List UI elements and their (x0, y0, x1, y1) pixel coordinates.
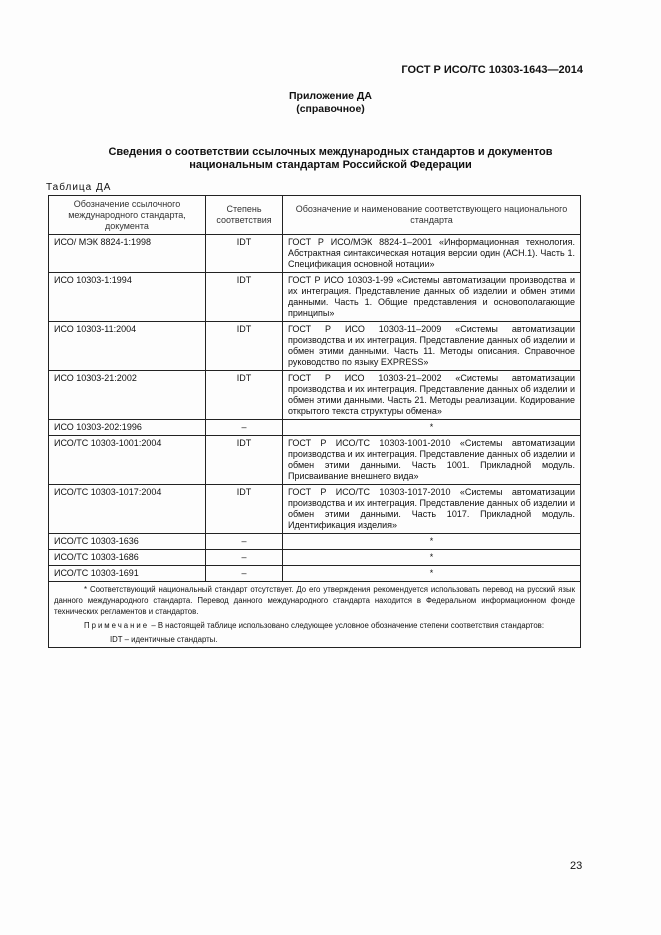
cell-national: ГОСТ Р ИСО 10303-21–2002 «Системы автоматизации производства и их интеграция. Представление данных об изделии и обмен этими данными. Часть 21. Методы реализации. Кодирование открытого текста структуры обмена» (283, 371, 581, 420)
table-row (49, 534, 581, 550)
page-number: 23 (570, 860, 583, 872)
table-row (49, 273, 581, 322)
cell-degree: IDT (206, 436, 283, 485)
annex-title: Приложение ДА (289, 90, 372, 102)
cell-reference: ИСО/ МЭК 8824-1:1998 (49, 235, 206, 273)
table-note (54, 620, 575, 631)
cell-degree: IDT (206, 485, 283, 534)
main-title-line-1: Сведения о соответствии ссылочных международных стандартов и документов (108, 146, 553, 158)
note-label: Примечание (84, 621, 150, 630)
table-row (49, 371, 581, 420)
cell-degree: – (206, 550, 283, 566)
table-label: Таблица ДА (46, 182, 112, 193)
header-degree: Степень соответствия (206, 196, 283, 235)
main-title (40, 146, 621, 172)
notes-row (49, 582, 581, 648)
cell-reference: ИСО/ТС 10303-1686 (49, 550, 206, 566)
table-row (49, 566, 581, 582)
annex-subtitle: (справочное) (296, 103, 365, 115)
cell-national: ГОСТ Р ИСО 10303-11–2009 «Системы автоматизации производства и их интеграция. Представление данных об изделии и обмен этими данными. Часть 11. Методы описания. Справочное руководство по языку EXPRESS» (283, 322, 581, 371)
cell-degree: IDT (206, 322, 283, 371)
table-header-row (49, 196, 581, 235)
cell-national: ГОСТ Р ИСО 10303-1-99 «Системы автоматизации производства и их интеграция. Представление данных об изделии и обмен этими данными. Часть 1. Общие представления и основополагающие принципы» (283, 273, 581, 322)
cell-reference: ИСО/ТС 10303-1001:2004 (49, 436, 206, 485)
table-row (49, 436, 581, 485)
note-text: – В настоящей таблице использовано следующее условное обозначение степени соответствия стандартов: (151, 621, 544, 630)
cell-national: * (283, 550, 581, 566)
table-notes (49, 582, 581, 648)
main-title-line-2: национальным стандартам Российской Федерации (189, 159, 472, 171)
cell-degree: IDT (206, 273, 283, 322)
cell-national: * (283, 420, 581, 436)
table-row (49, 550, 581, 566)
table-row (49, 235, 581, 273)
cell-degree: IDT (206, 371, 283, 420)
cell-degree: IDT (206, 235, 283, 273)
table-row (49, 322, 581, 371)
cell-national: * (283, 534, 581, 550)
correspondence-table (48, 195, 581, 648)
cell-national: * (283, 566, 581, 582)
cell-reference: ИСО 10303-202:1996 (49, 420, 206, 436)
cell-national: ГОСТ Р ИСО/МЭК 8824-1–2001 «Информационная технология. Абстрактная синтаксическая нотация версии один (АСН.1). Часть 1. Спецификация основной нотации» (283, 235, 581, 273)
cell-reference: ИСО 10303-21:2002 (49, 371, 206, 420)
cell-reference: ИСО/ТС 10303-1636 (49, 534, 206, 550)
annex-heading (0, 90, 661, 116)
cell-reference: ИСО 10303-1:1994 (49, 273, 206, 322)
cell-reference: ИСО/ТС 10303-1691 (49, 566, 206, 582)
cell-reference: ИСО/ТС 10303-1017:2004 (49, 485, 206, 534)
table-row (49, 485, 581, 534)
cell-national: ГОСТ Р ИСО/ТС 10303-1017-2010 «Системы автоматизации производства и их интеграция. Представление данных об изделии и обмен этими данными. Часть 1017. Прикладной модуль. Идентификация изделия» (283, 485, 581, 534)
header-reference: Обозначение ссылочного международного стандарта, документа (49, 196, 206, 235)
cell-degree: – (206, 534, 283, 550)
footnote: * Соответствующий национальный стандарт отсутствует. До его утверждения рекомендуется использовать перевод на русский язык данного международного стандарта. Перевод данного международного стандарта находится в Федеральном информационном фонде технических регламентов и стандартов. (54, 585, 575, 616)
degree-legend: IDT – идентичные стандарты. (110, 635, 218, 644)
cell-reference: ИСО 10303-11:2004 (49, 322, 206, 371)
table-row (49, 420, 581, 436)
cell-national: ГОСТ Р ИСО/ТС 10303-1001-2010 «Системы автоматизации производства и их интеграция. Представление данных об изделии и обмен этими данными. Часть 1001. Прикладной модуль. Присваивание внешнего вида» (283, 436, 581, 485)
cell-degree: – (206, 420, 283, 436)
cell-degree: – (206, 566, 283, 582)
header-national: Обозначение и наименование соответствующего национального стандарта (283, 196, 581, 235)
standard-designation: ГОСТ Р ИСО/ТС 10303-1643—2014 (401, 64, 583, 76)
